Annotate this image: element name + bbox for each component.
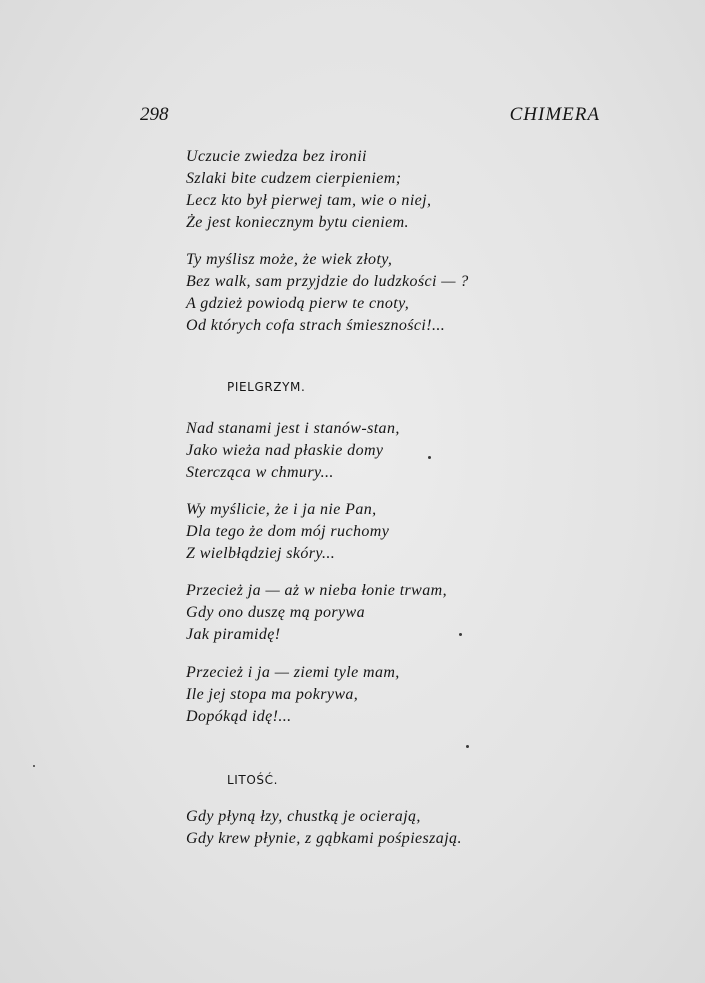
litosc-stanza-1 xyxy=(186,806,462,850)
poem-line: Bez walk, sam przyjdzie do ludzkości — ? xyxy=(186,273,469,290)
page-number: 298 xyxy=(140,104,169,125)
section-title-pielgrzym: PIELGRZYM. xyxy=(227,380,306,394)
section-title-litosc: LITOŚĆ. xyxy=(227,773,279,787)
poem-line: Wy myślicie, że i ja nie Pan, xyxy=(186,501,377,518)
poem-line: Jako wieża nad płaskie domy xyxy=(186,442,384,459)
poem-line: Jak piramidę! xyxy=(186,626,281,643)
poem-line: Od których cofa strach śmieszności!... xyxy=(186,317,446,334)
poem-line: Dopókąd idę!... xyxy=(186,708,292,725)
pielgrzym-stanza-2 xyxy=(186,499,389,565)
poem-line: Dla tego że dom mój ruchomy xyxy=(186,523,390,540)
poem-line: Ile jej stopa ma pokrywa, xyxy=(186,686,359,703)
poem-line: Ty myślisz może, że wiek złoty, xyxy=(186,251,393,268)
poem-line: Lecz kto był pierwej tam, wie o niej, xyxy=(186,192,432,209)
pielgrzym-stanza-3 xyxy=(186,580,447,646)
poem-line: Przecież ja — aż w nieba łonie trwam, xyxy=(186,582,448,599)
poem-line: Gdy ono duszę mą porywa xyxy=(186,604,365,621)
book-title: CHIMERA xyxy=(509,104,600,125)
paper-speck xyxy=(459,633,462,636)
poem-line: Stercząca w chmury... xyxy=(186,464,334,481)
poem-line: Nad stanami jest i stanów-stan, xyxy=(186,420,400,437)
poem-line: Uczucie zwiedza bez ironii xyxy=(186,148,367,165)
pielgrzym-stanza-4 xyxy=(186,662,400,728)
paper-speck xyxy=(33,765,35,767)
stanza-1 xyxy=(186,146,431,234)
paper-speck xyxy=(428,456,431,459)
poem-line: Gdy płyną łzy, chustką je ocierają, xyxy=(186,808,421,825)
poem-line: Z wielbłądziej skóry... xyxy=(186,545,336,562)
pielgrzym-stanza-1 xyxy=(186,418,400,484)
poem-line: Szlaki bite cudzem cierpieniem; xyxy=(186,170,402,187)
running-head xyxy=(140,104,600,130)
paper-speck xyxy=(466,745,469,748)
poem-line: Gdy krew płynie, z gąbkami pośpieszają. xyxy=(186,830,462,847)
poem-line: A gdzież powiodą pierw te cnoty, xyxy=(186,295,410,312)
poem-line: Że jest koniecznym bytu cieniem. xyxy=(186,214,409,231)
poem-line: Przecież i ja — ziemi tyle mam, xyxy=(186,664,400,681)
stanza-2 xyxy=(186,249,469,337)
